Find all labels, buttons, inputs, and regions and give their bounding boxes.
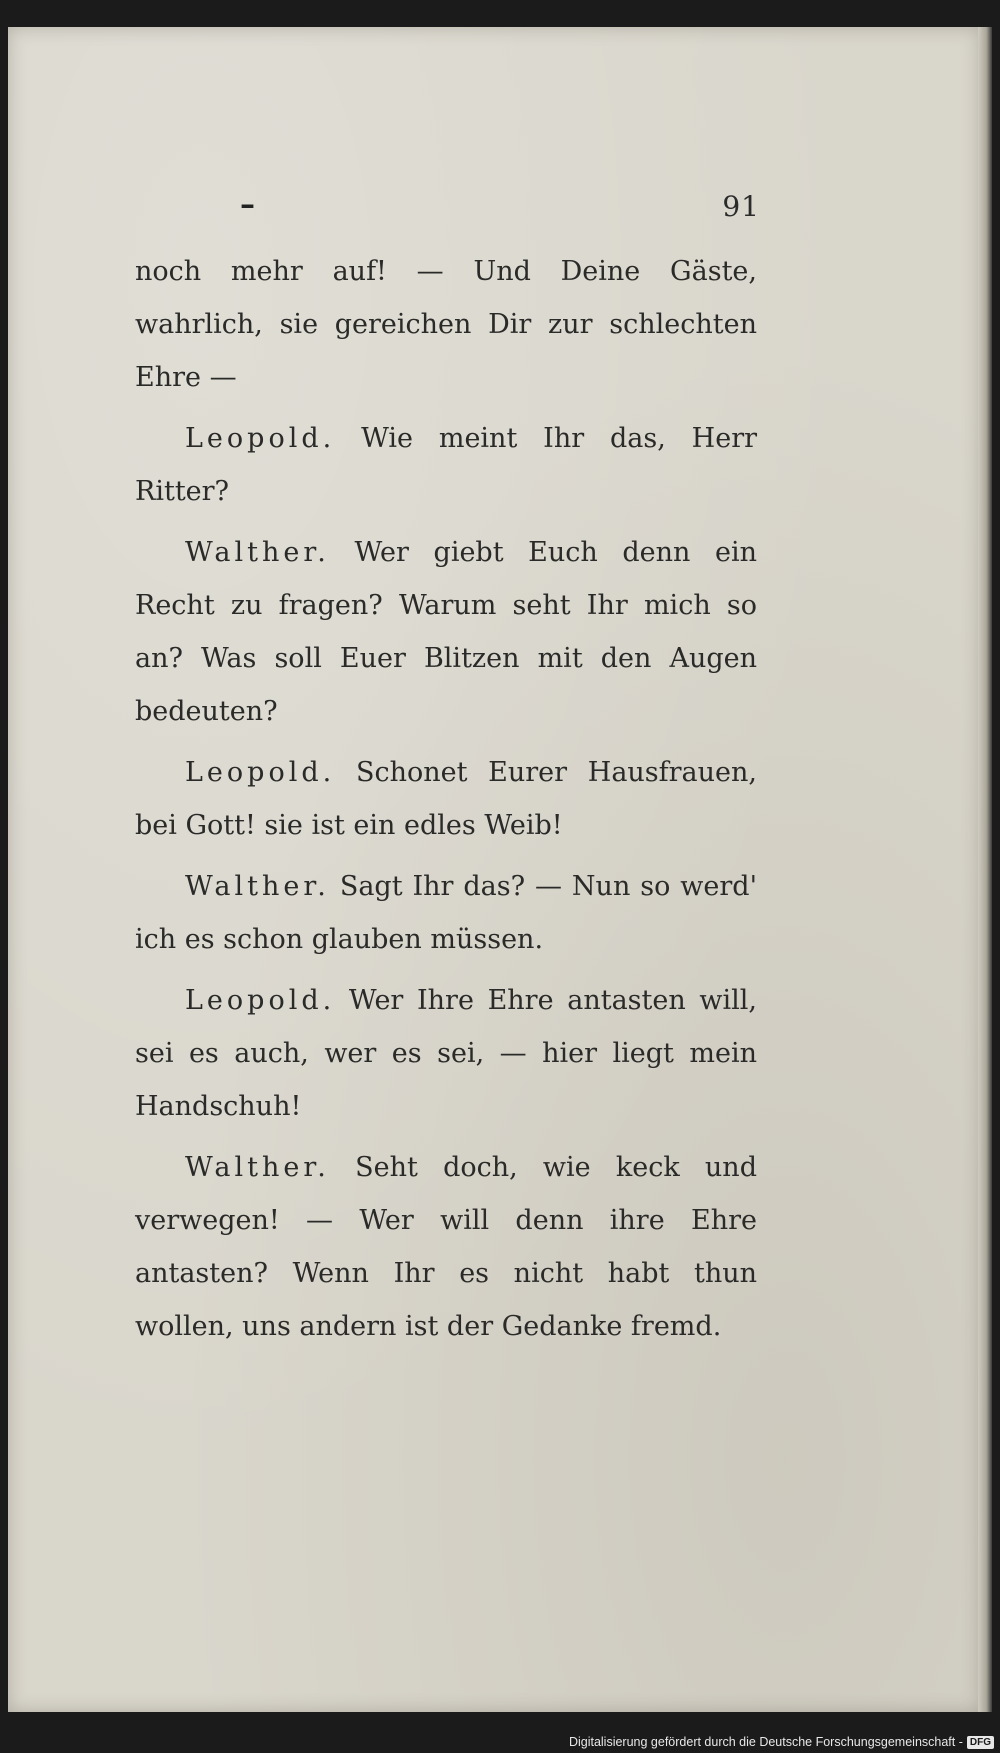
paragraph bbox=[135, 974, 757, 1133]
paragraph-text: noch mehr auf! — Und Deine Gäste, wahrlich, sie gereichen Dir zur schlechten Ehre — bbox=[135, 256, 757, 393]
paragraph-text: Wie meint Ihr das, Herr Ritter? bbox=[135, 423, 758, 507]
speaker-name: Walther. bbox=[185, 871, 330, 902]
footer-credit: Digitalisierung gefördert durch die Deutsche Forschungsgemeinschaft - bbox=[568, 1735, 963, 1749]
body-text bbox=[135, 245, 757, 1361]
speaker-name: Leopold. bbox=[185, 423, 336, 454]
paragraph bbox=[135, 746, 757, 852]
page-header bbox=[130, 187, 760, 230]
speaker-name: Leopold. bbox=[185, 757, 336, 788]
paragraph-text: Wer Ihre Ehre antasten will, sei es auch, wer es sei, — hier liegt mein Handschuh! bbox=[135, 985, 757, 1122]
paragraph bbox=[135, 526, 757, 738]
paragraph-text: Seht doch, wie keck und verwegen! — Wer will denn ihre Ehre antasten? Wenn Ihr es nicht habt thun wollen, uns andern ist der Gedanke fremd. bbox=[135, 1152, 757, 1342]
paragraph bbox=[135, 412, 757, 518]
speaker-name: Leopold. bbox=[185, 985, 336, 1016]
paragraph-text: Wer giebt Euch denn ein Recht zu fragen? Warum seht Ihr mich so an? Was soll Euer Blitzen mit den Augen bedeuten? bbox=[135, 537, 757, 727]
digitization-footer bbox=[569, 1735, 994, 1749]
paragraph-text: Schonet Eurer Hausfrauen, bei Gott! sie ist ein edles Weib! bbox=[135, 757, 757, 841]
page-number: 91 bbox=[722, 190, 760, 223]
speaker-name: Walther. bbox=[185, 1152, 330, 1183]
paragraph-text: Sagt Ihr das? — Nun so werd' ich es schon glauben müssen. bbox=[135, 871, 757, 955]
paragraph bbox=[135, 860, 757, 966]
dfg-logo-icon: DFG bbox=[967, 1736, 994, 1749]
header-mark: – bbox=[240, 187, 255, 222]
paragraph bbox=[135, 245, 757, 404]
speaker-name: Walther. bbox=[185, 537, 330, 568]
page-edge bbox=[978, 27, 992, 1712]
paragraph bbox=[135, 1141, 757, 1353]
